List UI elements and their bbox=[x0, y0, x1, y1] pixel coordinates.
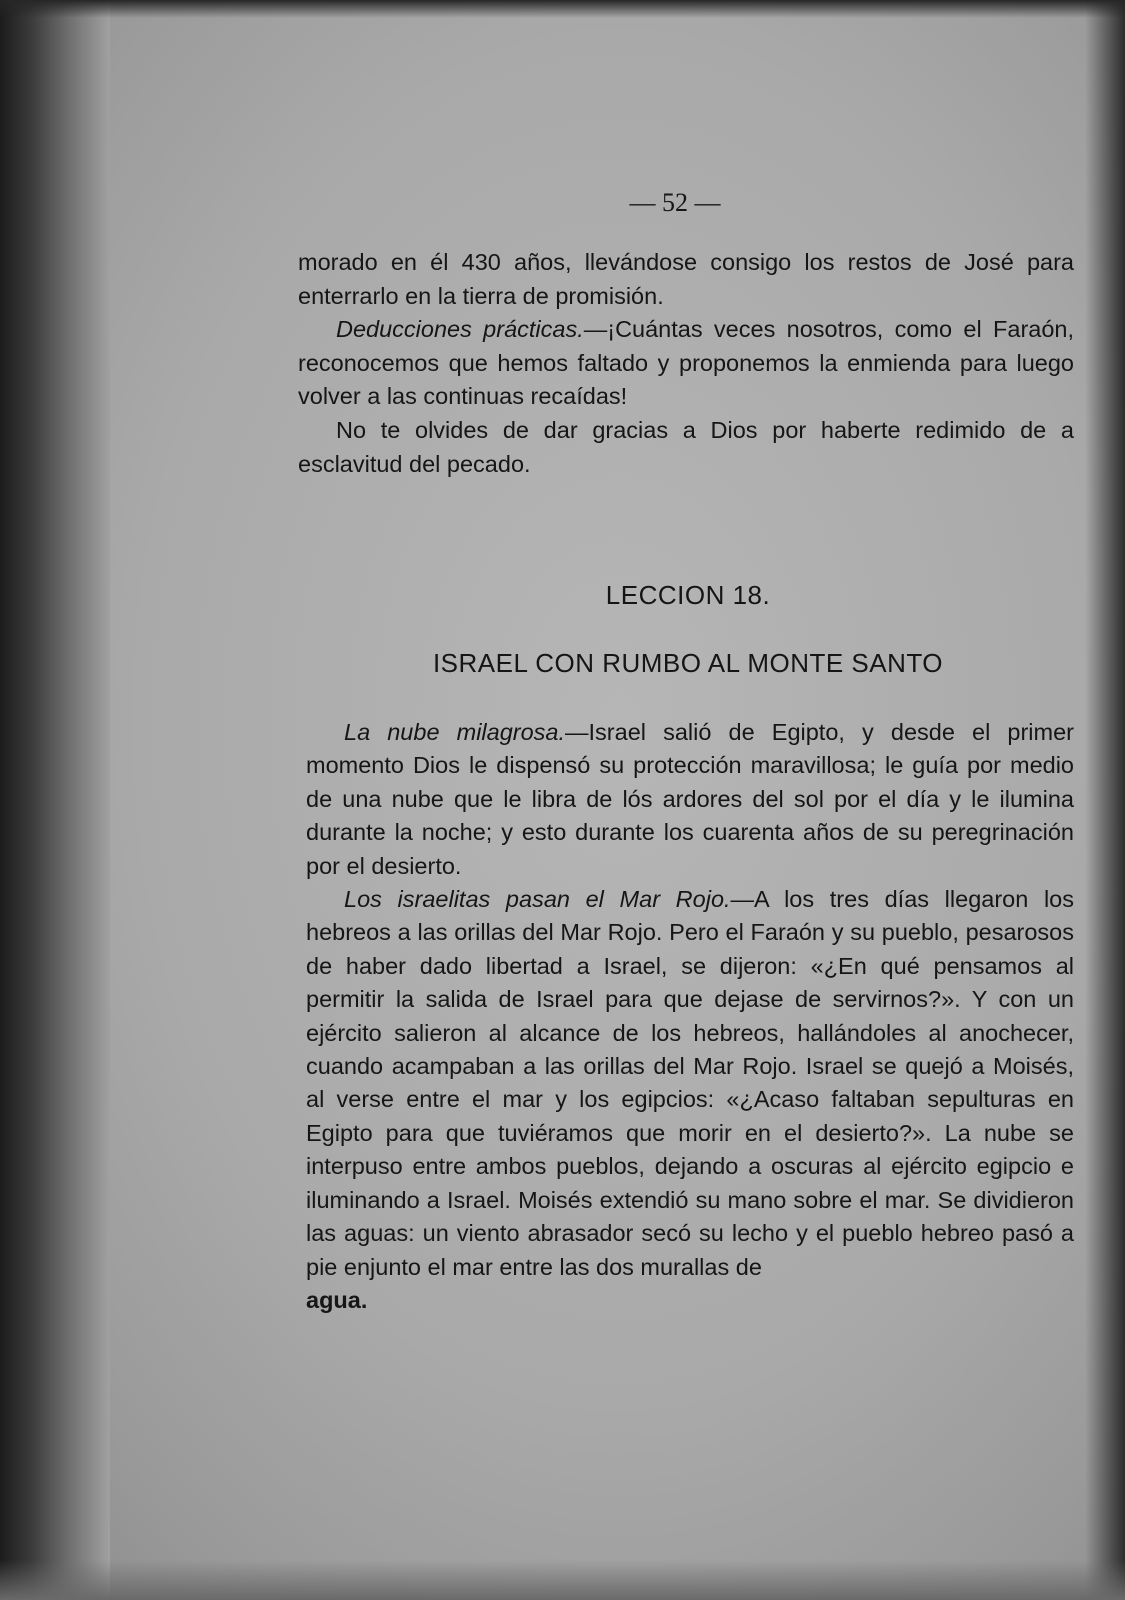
lesson-text bbox=[306, 716, 1074, 1317]
lesson-paragraph-2-end bbox=[306, 1284, 1074, 1317]
paragraph-text: —A los tres días llegaron los hebreos a las orillas del Mar Rojo. Pero el Faraón y su pueblo, pesarosos de haber dado libertad a Israel, se dijeron: «¿En qué pensamos al permitir la salida de Israel para que dejase de servirnos?». Y con un ejército salieron al alcance de los hebreos, hallándoles al anochecer, cuando acampaban a las orillas del Mar Rojo. Israel se quejó a Moisés, al verse entre el mar y los egipcios: «¿Acaso faltaban sepulturas en Egipto para que tuviéramos que morir en el desierto?». La nube se interpuso entre ambos pueblos, dejando a oscuras al ejército egipcio e iluminando a Israel. Moisés extendió su mano sobre el mar. Se dividieron las aguas: un viento abrasador secó su lecho y el pueblo hebreo pasó a pie enjunto el mar entre las dos murallas de bbox=[306, 886, 1074, 1280]
paragraph-lead: Los israelitas pasan el Mar Rojo. bbox=[344, 886, 731, 913]
paragraph-last-word: agua. bbox=[306, 1286, 368, 1313]
page-bottom-edge bbox=[0, 1560, 1125, 1600]
intro-paragraph-1: morado en él 430 años, llevándose consigo los restos de José para enterrarlo en la tierra de promisión. bbox=[298, 249, 1074, 309]
intro-paragraph-2 bbox=[298, 313, 1074, 414]
lesson-title: ISRAEL CON RUMBO AL MONTE SANTO bbox=[432, 648, 944, 678]
paragraph-text: —Israel salió de Egipto, y desde el primer momento Dios le dispensó su protección maravillosa; le guía por medio de una nube que le libra de lós ardores del sol por el día y le ilumina durante la noche; y esto durante los cuarenta años de su peregrinación por el desierto. bbox=[306, 719, 1074, 879]
paragraph-lead: Deducciones prácticas. bbox=[336, 316, 584, 343]
page-number: — 52 — bbox=[629, 188, 721, 217]
page-top-edge bbox=[0, 0, 1125, 18]
page-right-edge bbox=[1085, 0, 1125, 1600]
lesson-paragraph-1 bbox=[306, 716, 1074, 883]
paragraph-text: —¡Cuántas veces nosotros, como el Faraón, reconocemos que hemos faltado y proponemos la enmienda para luego volver a las continuas recaídas! bbox=[298, 316, 1075, 410]
paragraph-lead: La nube milagrosa. bbox=[344, 719, 566, 745]
intro-text bbox=[298, 246, 1074, 481]
lesson-paragraph-2 bbox=[306, 883, 1074, 1284]
intro-paragraph-3: No te olvides de dar gracias a Dios por haberte redimido de a esclavitud del pecado. bbox=[298, 416, 1074, 477]
book-spine-shadow bbox=[0, 0, 110, 1600]
lesson-number: LECCION 18. bbox=[605, 580, 771, 610]
